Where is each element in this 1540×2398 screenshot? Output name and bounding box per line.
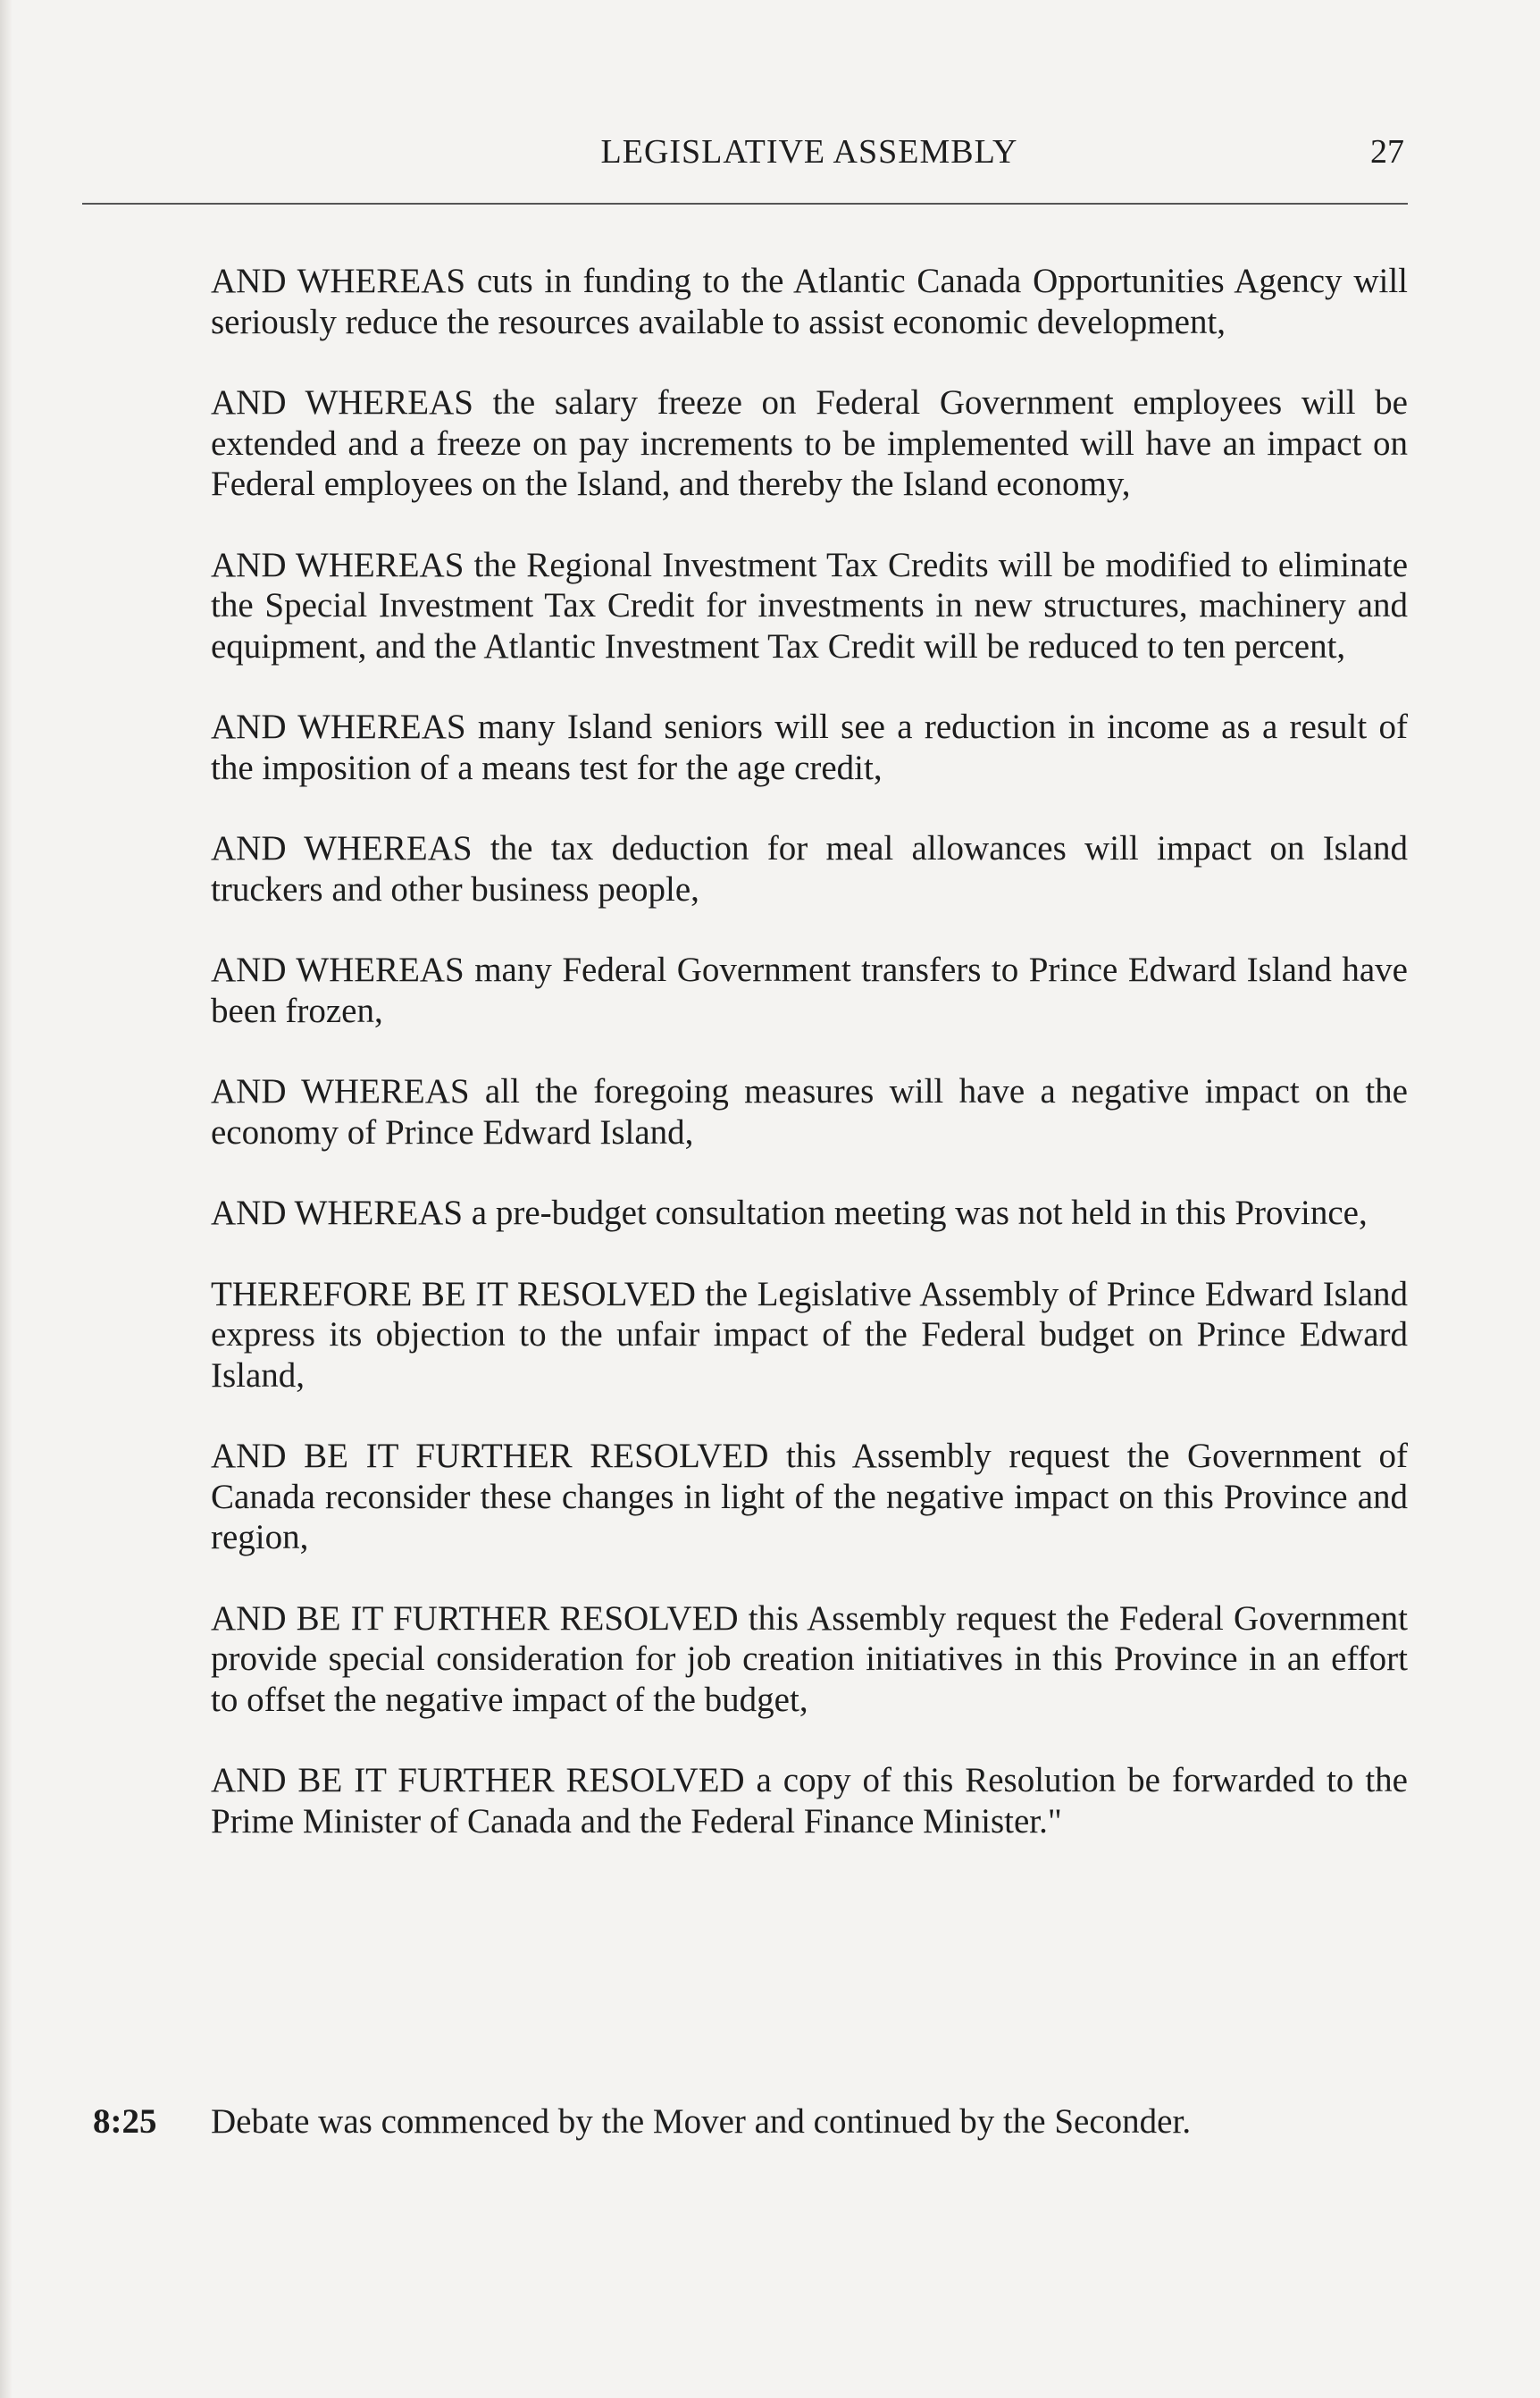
page-edge-shadow bbox=[0, 0, 13, 2398]
minute-text: Debate was commenced by the Mover and continued by the Seconder. bbox=[211, 2102, 1192, 2141]
resolved-clause-reconsider: AND BE IT FURTHER RESOLVED this Assembly request the Government of Canada reconsider these changes in light of the negative impact on this Province and region, bbox=[211, 1437, 1408, 1556]
resolved-clause-objection: THEREFORE BE IT RESOLVED the Legislative Assembly of Prince Edward Island express its objection to the unfair impact of the Federal budget on Prince Edward Island, bbox=[211, 1274, 1408, 1395]
resolved-clause-job-creation: AND BE IT FURTHER RESOLVED this Assembly request the Federal Government provide special consideration for job creation initiatives in this Province in an effort to offset the negative impact of the budget, bbox=[211, 1598, 1408, 1719]
resolution-body bbox=[211, 261, 1408, 1882]
running-header bbox=[211, 132, 1408, 177]
running-title: LEGISLATIVE ASSEMBLY bbox=[600, 133, 1018, 171]
whereas-clause-acoa: AND WHEREAS cuts in funding to the Atlantic Canada Opportunities Agency will seriously reduce the resources available to assist economic development, bbox=[211, 262, 1408, 341]
page-number: 27 bbox=[1370, 133, 1404, 171]
whereas-clause-salary-freeze: AND WHEREAS the salary freeze on Federal Government employees will be extended and a freeze on pay increments to be implemented will have an impact on Federal employees on the Island, and thereby the Island economy, bbox=[211, 383, 1408, 503]
minute-time: 8:25 bbox=[93, 2102, 157, 2141]
whereas-clause-seniors: AND WHEREAS many Island seniors will see a reduction in income as a result of the imposition of a means test for the age credit, bbox=[211, 708, 1408, 787]
whereas-clause-negative-impact: AND WHEREAS all the foregoing measures will have a negative impact on the economy of Prince Edward Island, bbox=[211, 1072, 1408, 1152]
resolved-clause-copy-forwarded: AND BE IT FURTHER RESOLVED a copy of this Resolution be forwarded to the Prime Minister of Canada and the Federal Finance Minister." bbox=[211, 1761, 1408, 1840]
whereas-clause-meal-allowances: AND WHEREAS the tax deduction for meal allowances will impact on Island truckers and other business people, bbox=[211, 829, 1408, 909]
whereas-clause-consultation: AND WHEREAS a pre-budget consultation meeting was not held in this Province, bbox=[211, 1194, 1368, 1232]
whereas-clause-transfers: AND WHEREAS many Federal Government transfers to Prince Edward Island have been frozen, bbox=[211, 951, 1408, 1030]
header-rule bbox=[82, 203, 1408, 205]
whereas-clause-tax-credits: AND WHEREAS the Regional Investment Tax Credits will be modified to eliminate the Special Investment Tax Credit for investments in new structures, machinery and equipment, and the Atlantic Investment Tax Credit will be reduced to ten percent, bbox=[211, 545, 1408, 666]
